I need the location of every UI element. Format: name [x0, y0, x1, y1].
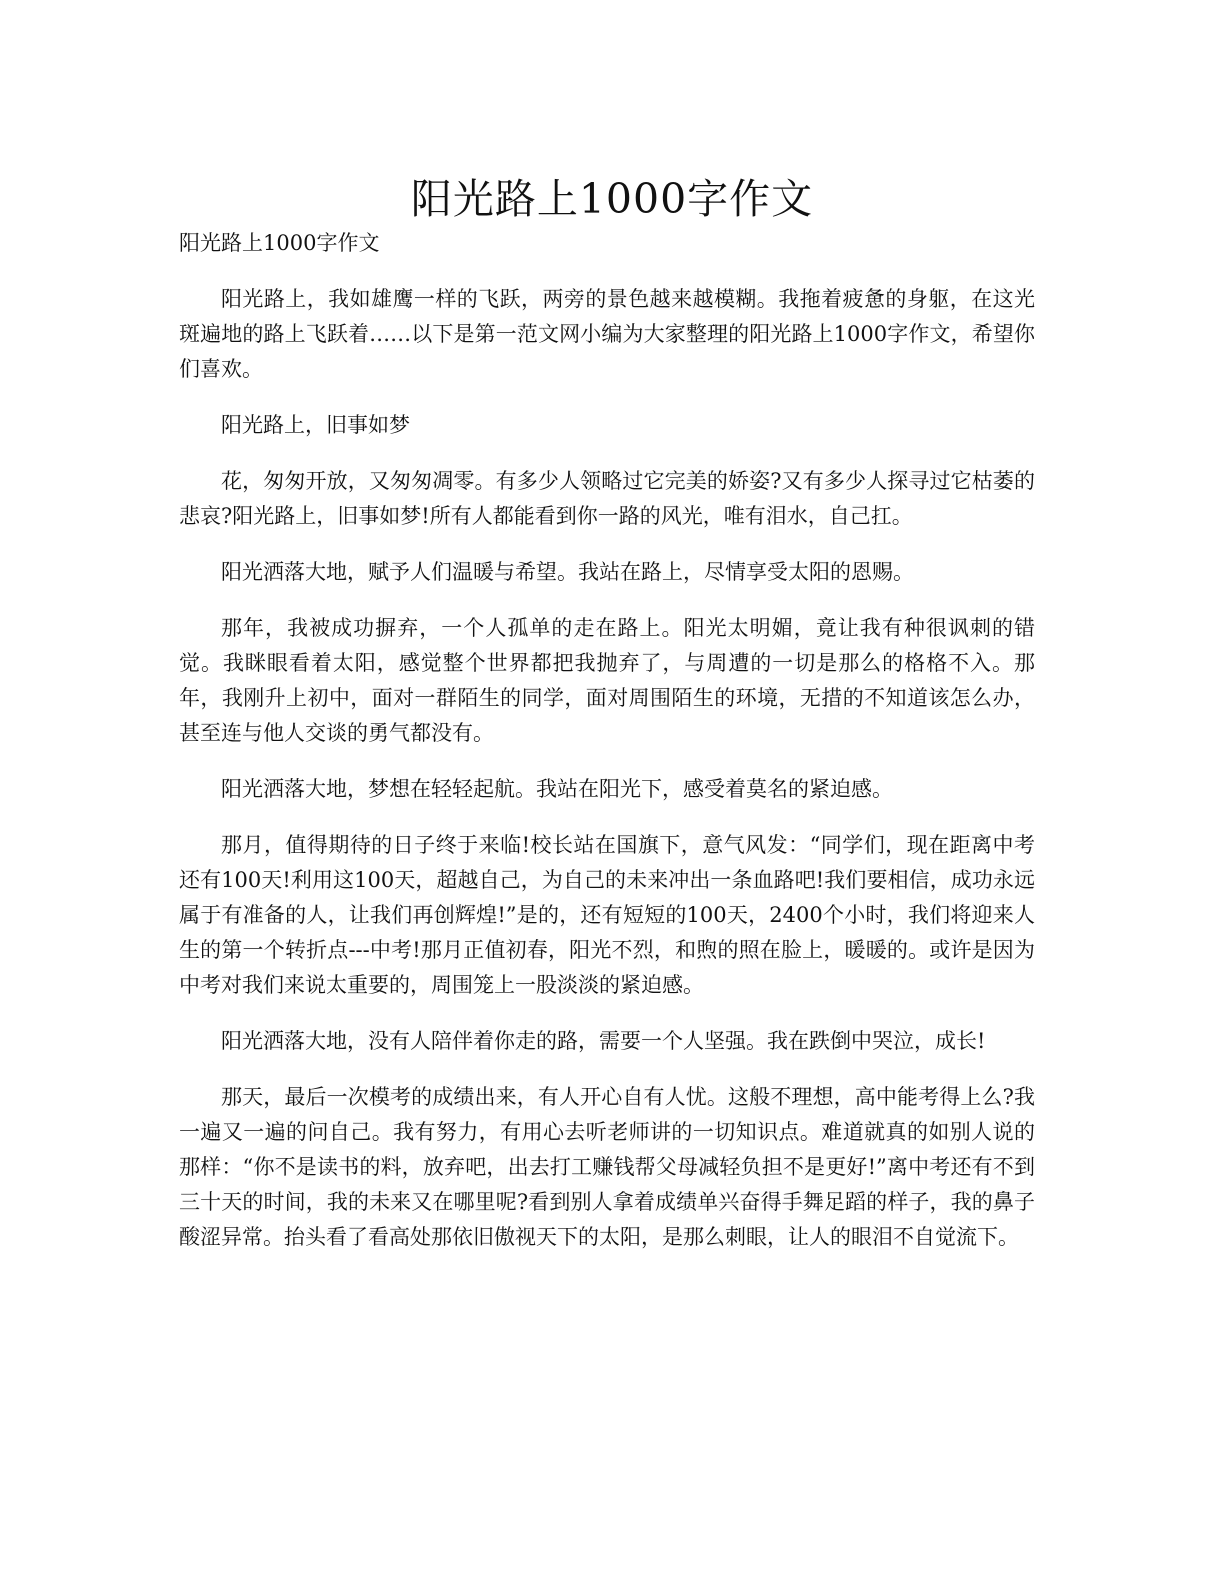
paragraph: 阳光洒落大地，没有人陪伴着你走的路，需要一个人坚强。我在跌倒中哭泣，成长!	[221, 1029, 986, 1053]
paragraph-heading: 阳光路上，旧事如梦	[221, 413, 410, 437]
document-subtitle: 阳光路上1000字作文	[179, 231, 380, 255]
document-body	[179, 226, 1035, 1276]
document-title: 阳光路上1000字作文	[410, 175, 814, 224]
paragraph: 那天，最后一次模考的成绩出来，有人开心自有人忧。这般不理想，高中能考得上么?我一遍又一遍的问自己。我有努力，有用心去听老师讲的一切知识点。难道就真的如别人说的那样：“你不是读书的料，放弃吧，出去打工赚钱帮父母减轻负担不是更好!”离中考还有不到三十天的时间，我的未来又在哪里呢?看到别人拿着成绩单兴奋得手舞足蹈的样子，我的鼻子酸涩异常。抬头看了看高处那依旧傲视天下的太阳，是那么刺眼，让人的眼泪不自觉流下。	[179, 1085, 1035, 1249]
paragraph: 阳光洒落大地，赋予人们温暖与希望。我站在路上，尽情享受太阳的恩赐。	[221, 560, 914, 584]
paragraph: 那年，我被成功摒弃，一个人孤单的走在路上。阳光太明媚，竟让我有种很讽刺的错觉。我眯眼看着太阳，感觉整个世界都把我抛弃了，与周遭的一切是那么的格格不入。那年，我刚升上初中，面对一群陌生的同学，面对周围陌生的环境，无措的不知道该怎么办，甚至连与他人交谈的勇气都没有。	[179, 616, 1035, 745]
paragraph: 那月，值得期待的日子终于来临!校长站在国旗下，意气风发：“同学们，现在距离中考还有100天!利用这100天，超越自己，为自己的未来冲出一条血路吧!我们要相信，成功永远属于有准备的人，让我们再创辉煌!”是的，还有短短的100天，2400个小时，我们将迎来人生的第一个转折点---中考!那月正值初春，阳光不烈，和煦的照在脸上，暖暖的。或许是因为中考对我们来说太重要的，周围笼上一股淡淡的紧迫感。	[179, 833, 1035, 997]
paragraph-intro: 阳光路上，我如雄鹰一样的飞跃，两旁的景色越来越模糊。我拖着疲惫的身躯，在这光斑遍地的路上飞跃着……以下是第一范文网小编为大家整理的阳光路上1000字作文，希望你们喜欢。	[179, 287, 1035, 381]
paragraph: 阳光洒落大地，梦想在轻轻起航。我站在阳光下，感受着莫名的紧迫感。	[221, 777, 893, 801]
paragraph: 花，匆匆开放，又匆匆凋零。有多少人领略过它完美的娇姿?又有多少人探寻过它枯萎的悲哀?阳光路上，旧事如梦!所有人都能看到你一路的风光，唯有泪水，自己扛。	[179, 469, 1035, 528]
